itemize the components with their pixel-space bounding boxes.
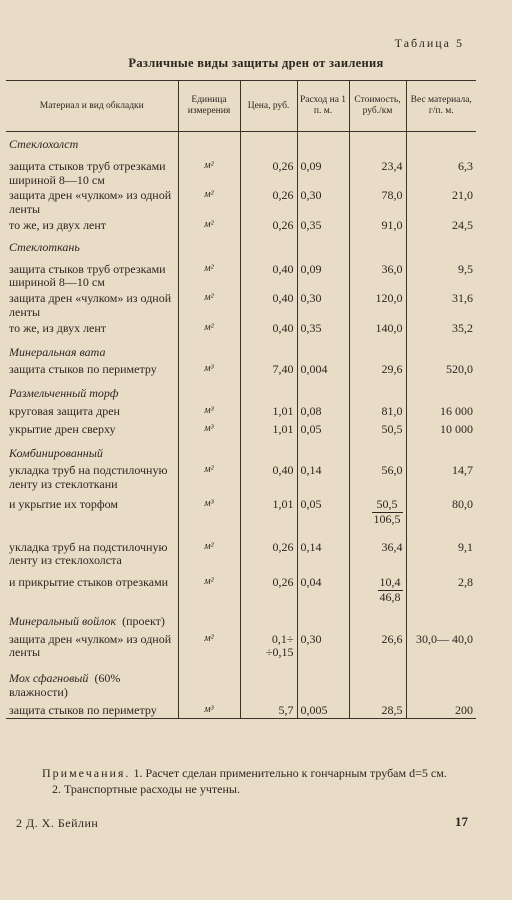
weight-cell: 31,6 xyxy=(406,290,476,320)
weight-cell: 200 xyxy=(406,700,476,718)
header-weight: Вес материала, г/п. м. xyxy=(406,81,476,132)
material-cell: защита стыков по периметру xyxy=(9,362,157,377)
empty-cell xyxy=(349,233,406,255)
table-title: Различные виды защиты дрен от заиления xyxy=(128,56,384,70)
table-row xyxy=(6,290,476,320)
empty-cell xyxy=(240,336,297,360)
cost-cell xyxy=(349,492,406,527)
notes-label: Примечания. xyxy=(42,766,131,780)
material-cell: укладка труб на подстилочную ленту из стеклохолста xyxy=(9,539,168,568)
material-cell: защита дрен «чулком» из одной ленты xyxy=(9,291,172,319)
category-label xyxy=(6,437,178,461)
weight-cell: 520,0 xyxy=(406,359,476,377)
cost-part: 50,5 xyxy=(372,498,403,513)
empty-cell xyxy=(240,233,297,255)
page-number: 17 xyxy=(455,814,468,829)
price-cell: 0,40 xyxy=(240,290,297,320)
unit-cell: м² xyxy=(178,290,240,320)
category-label xyxy=(6,377,178,401)
table-row xyxy=(6,568,476,605)
material-cell: защита дрен «чулком» из одной ленты xyxy=(9,631,172,660)
empty-cell xyxy=(349,437,406,461)
rate-cell: 0,09 xyxy=(297,152,349,188)
rate-cell: 0,35 xyxy=(297,320,349,336)
cost-cell: 29,6 xyxy=(349,359,406,377)
material-cell: круговая защита дрен xyxy=(9,403,120,418)
cost-cell xyxy=(349,568,406,605)
empty-cell xyxy=(406,336,476,360)
weight-cell: 9,5 xyxy=(406,255,476,291)
cost-cell: 56,0 xyxy=(349,460,406,492)
category-name: Мох сфагновый xyxy=(9,671,89,686)
price-cell: 0,1÷ ÷0,15 xyxy=(240,629,297,661)
category-row xyxy=(6,132,476,152)
category-label xyxy=(6,233,178,255)
cost-fraction xyxy=(372,498,403,527)
price-cell: 0,40 xyxy=(240,460,297,492)
weight-cell: 2,8 xyxy=(406,568,476,605)
rate-cell: 0,14 xyxy=(297,527,349,569)
rate-cell: 0,09 xyxy=(297,255,349,291)
empty-cell xyxy=(349,660,406,700)
rate-cell: 0,30 xyxy=(297,290,349,320)
category-label xyxy=(6,660,178,700)
category-row xyxy=(6,233,476,255)
rate-cell: 0,30 xyxy=(297,629,349,661)
footer-signature: 2 Д. Х. Бейлин xyxy=(16,816,99,830)
data-table xyxy=(6,80,476,719)
unit-cell: м³ xyxy=(178,700,240,718)
empty-cell xyxy=(297,377,349,401)
material-cell: и прикрытие стыков отрезками xyxy=(9,575,169,590)
empty-cell xyxy=(178,437,240,461)
weight-cell: 80,0 xyxy=(406,492,476,527)
rate-cell: 0,04 xyxy=(297,568,349,605)
cost-cell: 23,4 xyxy=(349,152,406,188)
header-row xyxy=(6,81,476,132)
price-cell: 0,26 xyxy=(240,187,297,217)
table-body xyxy=(6,132,476,719)
header-cost: Стоимость, руб./км xyxy=(349,81,406,132)
price-cell: 1,01 xyxy=(240,492,297,527)
empty-cell xyxy=(349,377,406,401)
unit-cell: м² xyxy=(178,255,240,291)
price-cell: 1,01 xyxy=(240,401,297,419)
material-cell: то же, из двух лент xyxy=(9,320,107,335)
cost-fraction xyxy=(378,576,403,605)
unit-cell: м² xyxy=(178,217,240,233)
empty-cell xyxy=(240,132,297,152)
cost-cell: 26,6 xyxy=(349,629,406,661)
price-cell: 0,26 xyxy=(240,527,297,569)
material-cell: укрытие дрен сверху xyxy=(9,421,116,436)
category-note: (проект) xyxy=(122,613,165,628)
empty-cell xyxy=(240,605,297,629)
empty-cell xyxy=(240,377,297,401)
empty-cell xyxy=(178,336,240,360)
material-cell: защита дрен «чулком» из одной ленты xyxy=(9,188,172,217)
cost-cell: 81,0 xyxy=(349,401,406,419)
empty-cell xyxy=(349,336,406,360)
empty-cell xyxy=(178,132,240,152)
empty-cell xyxy=(349,132,406,152)
rate-cell: 0,05 xyxy=(297,492,349,527)
category-row xyxy=(6,377,476,401)
unit-cell: м³ xyxy=(178,419,240,437)
empty-cell xyxy=(240,437,297,461)
category-label xyxy=(6,336,178,360)
rate-cell: 0,14 xyxy=(297,460,349,492)
empty-cell xyxy=(178,377,240,401)
cost-cell: 50,5 xyxy=(349,419,406,437)
table-row xyxy=(6,419,476,437)
rate-cell: 0,30 xyxy=(297,187,349,217)
cost-total: 106,5 xyxy=(373,511,401,526)
material-cell: то же, из двух лент xyxy=(9,217,107,232)
cost-cell: 91,0 xyxy=(349,217,406,233)
unit-cell: м² xyxy=(178,320,240,336)
weight-cell: 16 000 xyxy=(406,401,476,419)
category-name: Минеральный войлок xyxy=(9,613,117,628)
rate-cell: 0,35 xyxy=(297,217,349,233)
empty-cell xyxy=(240,660,297,700)
table-row xyxy=(6,320,476,336)
table-row xyxy=(6,629,476,661)
weight-cell: 21,0 xyxy=(406,187,476,217)
unit-cell: м² xyxy=(178,568,240,605)
unit-cell: м³ xyxy=(178,359,240,377)
price-cell: 0,26 xyxy=(240,217,297,233)
cost-cell: 140,0 xyxy=(349,320,406,336)
empty-cell xyxy=(406,132,476,152)
weight-cell: 30,0— 40,0 xyxy=(406,629,476,661)
cost-total: 46,8 xyxy=(379,589,401,604)
price-cell: 7,40 xyxy=(240,359,297,377)
category-name: Стеклоткань xyxy=(9,239,80,254)
rate-cell: 0,05 xyxy=(297,419,349,437)
price-cell: 1,01 xyxy=(240,419,297,437)
table-row xyxy=(6,187,476,217)
category-label xyxy=(6,132,178,152)
category-name: Стеклохолст xyxy=(9,137,79,151)
cost-cell: 28,5 xyxy=(349,700,406,718)
header-rate: Расход на 1 п. м. xyxy=(297,81,349,132)
unit-cell: м² xyxy=(178,187,240,217)
weight-cell: 9,1 xyxy=(406,527,476,569)
empty-cell xyxy=(349,605,406,629)
price-cell: 5,7 xyxy=(240,700,297,718)
material-cell: защита стыков труб отрезками шириной 8—10 см xyxy=(9,158,166,187)
category-name: Комбинированный xyxy=(9,445,103,460)
material-cell: защита стыков труб отрезками шириной 8—10 см xyxy=(9,261,166,290)
note-1: 1. Расчет сделан применительно к гончарным трубам d=5 см. xyxy=(133,766,447,780)
table-row xyxy=(6,460,476,492)
empty-cell xyxy=(297,233,349,255)
cost-cell: 78,0 xyxy=(349,187,406,217)
cost-cell: 120,0 xyxy=(349,290,406,320)
material-cell: укладка труб на подстилочную ленту из стеклоткани xyxy=(9,463,168,492)
unit-cell: м³ xyxy=(178,401,240,419)
table-row xyxy=(6,217,476,233)
cost-part: 10,4 xyxy=(379,575,401,590)
weight-cell: 14,7 xyxy=(406,460,476,492)
notes xyxy=(24,766,484,797)
category-name: Минеральная вата xyxy=(9,344,106,359)
weight-cell: 6,3 xyxy=(406,152,476,188)
header-price: Цена, руб. xyxy=(240,81,297,132)
material-cell: защита стыков по периметру xyxy=(6,700,178,718)
unit-cell: м² xyxy=(178,527,240,569)
price-cell: 0,40 xyxy=(240,255,297,291)
category-note: (60% влажности) xyxy=(9,671,121,699)
empty-cell xyxy=(178,233,240,255)
empty-cell xyxy=(297,437,349,461)
category-name: Размельченный торф xyxy=(9,386,119,401)
weight-cell: 24,5 xyxy=(406,217,476,233)
table-row xyxy=(6,401,476,419)
empty-cell xyxy=(406,233,476,255)
unit-cell: м² xyxy=(178,152,240,188)
weight-cell: 35,2 xyxy=(406,320,476,336)
rate-cell: 0,005 xyxy=(297,700,349,718)
unit-cell: м² xyxy=(178,629,240,661)
empty-cell xyxy=(406,660,476,700)
table-row xyxy=(6,255,476,291)
table-row xyxy=(6,492,476,527)
table-row xyxy=(6,700,476,718)
empty-cell xyxy=(297,336,349,360)
unit-cell: м³ xyxy=(178,492,240,527)
table-number: Таблица 5 xyxy=(394,36,464,50)
weight-cell: 10 000 xyxy=(406,419,476,437)
empty-cell xyxy=(406,377,476,401)
empty-cell xyxy=(178,660,240,700)
table-row xyxy=(6,359,476,377)
category-row xyxy=(6,605,476,629)
empty-cell xyxy=(297,605,349,629)
empty-cell xyxy=(406,605,476,629)
note-2: 2. Транспортные расходы не учтены. xyxy=(52,781,240,796)
empty-cell xyxy=(297,660,349,700)
cost-cell: 36,0 xyxy=(349,255,406,291)
table-row xyxy=(6,152,476,188)
category-row xyxy=(6,437,476,461)
category-label xyxy=(6,605,178,629)
category-row xyxy=(6,336,476,360)
header-unit: Единица измерения xyxy=(178,81,240,132)
cost-cell: 36,4 xyxy=(349,527,406,569)
category-row xyxy=(6,660,476,700)
price-cell: 0,40 xyxy=(240,320,297,336)
empty-cell xyxy=(178,605,240,629)
price-cell: 0,26 xyxy=(240,152,297,188)
table-row xyxy=(6,527,476,569)
rate-cell: 0,08 xyxy=(297,401,349,419)
rate-cell: 0,004 xyxy=(297,359,349,377)
empty-cell xyxy=(406,437,476,461)
empty-cell xyxy=(297,132,349,152)
header-material: Материал и вид обкладки xyxy=(6,81,178,132)
unit-cell: м² xyxy=(178,460,240,492)
price-cell: 0,26 xyxy=(240,568,297,605)
material-cell: и укрытие их торфом xyxy=(9,496,118,511)
